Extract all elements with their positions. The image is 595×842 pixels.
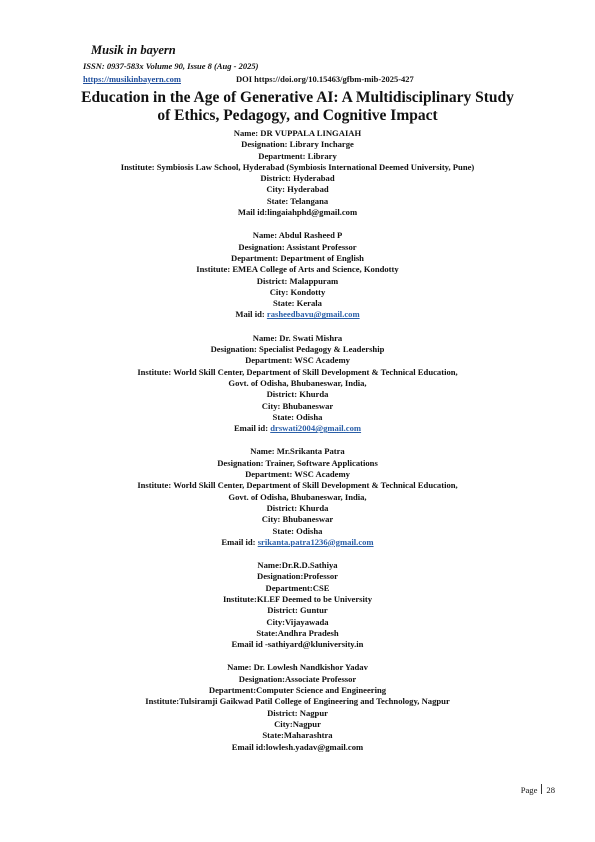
author-detail-line: Department: Department of English: [231, 252, 364, 263]
author-block: [40, 230, 555, 320]
author-block: [40, 560, 555, 650]
author-detail-line: District: Guntur: [267, 605, 328, 616]
page-separator: [541, 784, 542, 794]
author-detail-line: State: Odisha: [272, 411, 323, 422]
author-detail-line: City:Vijayawada: [266, 616, 329, 627]
author-detail-line: Department: WSC Academy: [245, 469, 350, 480]
author-email-line: [40, 639, 555, 650]
issn-line: ISSN: 0937-583x Volume 90, Issue 8 (Aug - 2025): [83, 61, 259, 71]
email-address: lingaiahphd@gmail.com: [267, 207, 358, 218]
page-number: [521, 784, 555, 795]
author-detail-line: District: Khurda: [266, 502, 329, 513]
author-detail-line: Name: Mr.Srikanta Patra: [250, 446, 345, 457]
email-label: Email id:: [221, 536, 258, 547]
author-detail-line: Designation:Associate Professor: [238, 673, 357, 684]
email-address: sathiyard@kluniversity.in: [267, 639, 364, 650]
author-detail-line: Institute: Symbiosis Law School, Hyderabad (Symbiosis International Deemed University, Pune): [120, 161, 475, 172]
website-link[interactable]: https://musikinbayern.com: [83, 74, 181, 84]
email-address: lowlesh.yadav@gmail.com: [265, 741, 364, 752]
author-detail-line: City: Kondotty: [269, 286, 326, 297]
email-label: Email id:: [231, 741, 266, 752]
author-detail-line: District: Hyderabad: [260, 173, 335, 184]
email-address[interactable]: drswati2004@gmail.com: [270, 423, 362, 434]
author-list: [40, 128, 555, 753]
author-detail-line: Institute: EMEA College of Arts and Science, Kondotty: [196, 264, 399, 275]
author-detail-line: State: Telangana: [266, 195, 329, 206]
page-label: Page: [520, 785, 538, 795]
author-detail-line: Designation: Assistant Professor: [238, 241, 357, 252]
author-detail-line: District: Khurda: [266, 389, 329, 400]
author-detail-line: Designation: Specialist Pedagogy & Leadership: [210, 344, 385, 355]
author-detail-line: Name: Abdul Rasheed P: [252, 230, 343, 241]
author-detail-line: State: Odisha: [272, 525, 323, 536]
author-detail-line: State: Kerala: [273, 298, 322, 309]
doi-line: DOI https://doi.org/10.15463/gfbm-mib-2025-427: [236, 74, 414, 84]
author-detail-line: Department: Library: [258, 150, 337, 161]
author-detail-line: Name: DR VUPPALA LINGAIAH: [233, 128, 362, 138]
author-detail-line: Institute:Tulsiramji Gaikwad Patil College of Engineering and Technology, Nagpur: [145, 696, 450, 707]
page-number-value: 28: [546, 785, 555, 795]
author-block: [40, 662, 555, 752]
author-block: [40, 333, 555, 435]
email-address[interactable]: srikanta.patra1236@gmail.com: [257, 536, 374, 547]
author-detail-line: City: Bhubaneswar: [261, 514, 334, 525]
author-detail-line: City: Bhubaneswar: [261, 400, 334, 411]
author-block: [40, 446, 555, 548]
author-detail-line: Designation:Professor: [257, 571, 338, 582]
author-detail-line: District: Nagpur: [267, 707, 328, 718]
author-block: [40, 128, 555, 218]
author-detail-line: Designation: Trainer, Software Applications: [217, 457, 378, 468]
author-detail-line: District: Malappuram: [256, 275, 339, 286]
author-detail-line: Institute: World Skill Center, Department of Skill Development & Technical Education,: [137, 480, 458, 491]
author-detail-line: Institute:KLEF Deemed to be University: [222, 593, 373, 604]
email-label: Mail id:: [235, 309, 267, 320]
author-detail-line: State:Maharashtra: [262, 730, 333, 741]
author-detail-line: Department: WSC Academy: [245, 355, 350, 366]
author-detail-line: Department:CSE: [265, 582, 330, 593]
email-label: Email id -: [231, 639, 268, 650]
author-detail-line: Designation: Library Incharge: [241, 139, 354, 150]
author-detail-line: Name: Dr. Lowlesh Nandkishor Yadav: [227, 662, 368, 673]
author-detail-line: Department:Computer Science and Engineering: [208, 685, 387, 696]
title-line-1: Education in the Age of Generative AI: A Multidisciplinary Study: [81, 89, 514, 106]
journal-name: Musik in bayern: [91, 43, 176, 57]
author-detail-line: City: Hyderabad: [266, 184, 329, 195]
author-detail-line: Govt. of Odisha, Bhubaneswar, India,: [228, 377, 367, 388]
author-detail-line: Name: Dr. Swati Mishra: [252, 332, 343, 343]
author-email-line: [40, 742, 555, 753]
author-detail-line: Govt. of Odisha, Bhubaneswar, India,: [228, 491, 367, 502]
author-email-line: [40, 537, 555, 548]
author-email-line: [40, 309, 555, 320]
author-detail-line: City:Nagpur: [274, 718, 321, 729]
email-address[interactable]: rasheedbavu@gmail.com: [266, 309, 360, 320]
author-detail-line: Name:Dr.R.D.Sathiya: [257, 560, 338, 571]
author-email-line: [40, 423, 555, 434]
email-label: Email id:: [233, 423, 271, 434]
author-email-line: [40, 207, 555, 218]
author-detail-line: Institute: World Skill Center, Department of Skill Development & Technical Education,: [137, 366, 458, 377]
author-detail-line: State:Andhra Pradesh: [256, 627, 339, 638]
title-line-2: of Ethics, Pedagogy, and Cognitive Impact: [157, 107, 438, 124]
paper-title: [60, 89, 535, 125]
email-label: Mail id:: [237, 207, 268, 218]
